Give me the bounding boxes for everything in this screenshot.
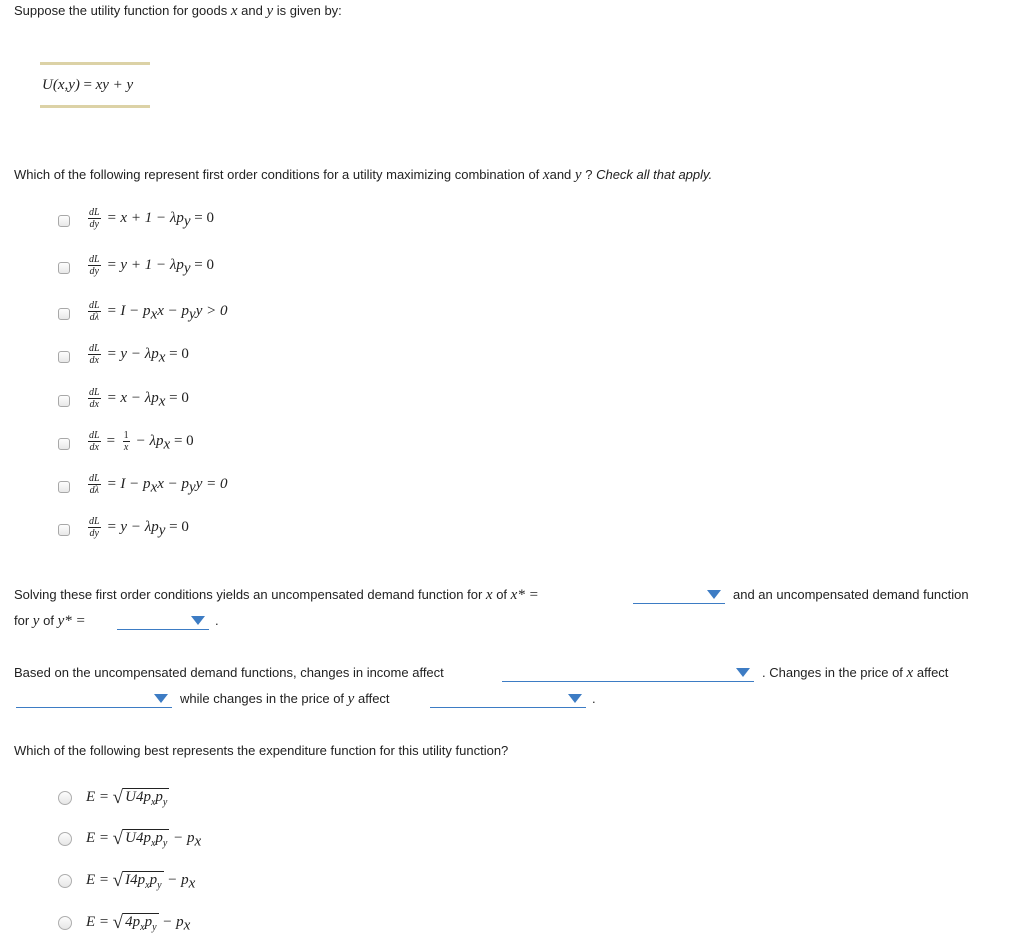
foc-6-frac-den: x [123,442,129,453]
foc-2-sub: y [183,260,191,277]
foc-6-num: dL [89,430,100,441]
exp-2-s2: y [162,838,168,849]
exp-1-radical [123,788,169,808]
exp-3-tail-sub: x [188,875,196,892]
q1-var-y: y [574,167,582,183]
foc-option-3 [88,301,227,324]
expenditure-radio-1[interactable] [58,791,72,805]
utility-bottom-rule [40,105,150,108]
foc-3-sub: x [150,306,158,323]
foc-checkbox-7[interactable] [58,481,70,493]
q3-text3: while changes in the price of [180,691,345,706]
exp-4-radicand: 4p [125,914,141,930]
foc-1-rhs: = x + 1 − λp [106,209,184,226]
foc-option-1 [88,208,214,231]
foc-2-tail: = 0 [190,256,214,273]
utility-equation [42,77,133,94]
utility-top-rule [40,62,150,65]
chevron-down-icon [191,616,205,625]
foc-5-num: dL [89,387,100,398]
foc-5-rhs: = x − λp [106,389,159,406]
q1-hint: Check all that apply. [596,167,713,182]
chevron-down-icon [736,668,750,677]
foc-6-den: dx [89,442,99,453]
exp-1-s2: y [162,797,168,808]
utility-rhs: xy + y [95,77,134,93]
var-x: x [230,3,238,19]
q2-for: for [14,613,30,628]
exp-2-tail: − p [169,830,195,846]
dropdown-px-affect[interactable] [16,691,172,708]
sqrt-icon: √ [112,870,124,891]
exp-3-s1: x [145,880,150,891]
exp-4-lhs: E = [86,914,110,930]
exp-2-lhs: E = [86,830,110,846]
q3-affect: affect [916,665,949,680]
foc-1-sub: y [183,213,191,230]
q1-var-x: x [542,167,550,183]
foc-8-den: dy [89,528,99,539]
foc-checkbox-6[interactable] [58,438,70,450]
foc-6-frac-num: 1 [123,430,129,441]
foc-3-num: dL [89,300,100,311]
foc-5-sub: x [158,393,166,410]
chevron-down-icon [154,694,168,703]
intro-lead: Suppose the utility function for goods [14,3,228,18]
dropdown-py-affect[interactable] [430,691,586,708]
foc-1-num: dL [89,207,100,218]
foc-option-4 [88,344,189,367]
foc-4-den: dx [89,355,99,366]
exp-3-lhs: E = [86,872,110,888]
exp-1-p2: p [155,789,163,805]
exp-1-radicand: U4p [125,789,151,805]
intro-and: and [241,3,263,18]
expenditure-radio-3[interactable] [58,874,72,888]
foc-option-2 [88,255,214,278]
foc-option-7 [88,474,227,497]
intro-tail: is given by: [276,3,342,18]
foc-4-sub: x [158,349,166,366]
q2-var-y: y [32,613,40,629]
foc-3-sub2: y [189,306,196,323]
foc-2-den: dy [89,266,99,277]
foc-8-tail: = 0 [165,518,189,535]
exp-2-radical [123,829,169,849]
exp-3-s2: y [157,880,162,891]
exp-4-tail: − p [158,914,184,930]
exp-2-s1: x [150,838,156,849]
sqrt-icon: √ [112,787,124,808]
dropdown-y-star[interactable] [117,613,209,630]
exp-4-radical [123,913,158,933]
q3-affect2: affect [357,691,390,706]
q4-text: Which of the following best represents the expenditure function for this utility function? [14,743,509,758]
foc-checkbox-1[interactable] [58,215,70,227]
dropdown-income-affect[interactable] [502,665,754,682]
expenditure-option-4 [86,912,190,935]
exp-4-s2: y [152,922,157,933]
foc-7-tail: y = 0 [195,475,228,492]
foc-option-8 [88,517,189,540]
foc-7-den: dλ [89,485,99,496]
q2-xstar: x* = [510,587,539,603]
foc-3-rhs: = I − p [106,302,151,319]
q2-line2 [14,613,86,630]
foc-3-den: dλ [89,312,99,323]
q3-text1: Based on the uncompensated demand functions, changes in income affect [14,665,444,680]
foc-7-sub2: y [189,479,196,496]
sqrt-icon: √ [112,912,124,933]
foc-4-num: dL [89,343,100,354]
exp-2-p2: p [155,830,163,846]
foc-checkbox-3[interactable] [58,308,70,320]
q3-line2 [180,691,390,708]
foc-7-rhs: = I − p [106,475,151,492]
foc-checkbox-8[interactable] [58,524,70,536]
foc-5-den: dx [89,399,99,410]
q2-period: . [215,613,219,628]
expenditure-radio-2[interactable] [58,832,72,846]
exp-3-p2: p [149,872,158,888]
q2-ystar: y* = [57,613,86,629]
exp-1-s1: x [150,797,156,808]
foc-checkbox-2[interactable] [58,262,70,274]
expenditure-option-2 [86,828,201,851]
q2-var-x: x [485,587,493,603]
foc-4-tail: = 0 [165,345,189,362]
foc-1-den: dy [89,219,99,230]
intro-text [14,3,342,20]
q1-and: and [549,167,572,182]
q3-line1-tail [762,665,948,682]
foc-checkbox-5[interactable] [58,395,70,407]
dropdown-x-star[interactable] [633,587,725,604]
q2-of2: of [43,613,54,628]
foc-6-eq: = [106,432,116,449]
expenditure-option-1 [86,787,169,809]
exp-2-radicand: U4p [125,830,151,846]
foc-option-5 [88,388,189,411]
foc-3-mid: x − p [157,302,190,319]
foc-8-num: dL [89,516,100,527]
exp-3-tail: − p [163,872,189,888]
foc-8-sub: y [158,522,166,539]
foc-5-tail: = 0 [165,389,189,406]
sqrt-icon: √ [112,828,124,849]
q2-line1 [14,587,539,604]
exp-3-radical [123,871,163,891]
exp-4-p2: p [144,914,153,930]
foc-option-6 [88,431,194,454]
foc-3-tail: y > 0 [195,302,228,319]
utility-lhs: U(x,y) [42,77,80,93]
foc-7-mid: x − p [157,475,190,492]
chevron-down-icon [568,694,582,703]
expenditure-radio-4[interactable] [58,916,72,930]
exp-3-radicand: I4p [125,872,146,888]
foc-7-sub: x [150,479,158,496]
q1-qmark: ? [585,167,593,182]
exp-4-tail-sub: x [183,917,191,934]
q3-var-x: x [906,665,914,681]
utility-eq: = [83,77,92,93]
foc-4-rhs: = y − λp [106,345,159,362]
q3-var-y: y [347,691,355,707]
foc-1-tail: = 0 [190,209,214,226]
q2-text1: Solving these first order conditions yields an uncompensated demand function for [14,587,483,602]
q3-period: . [592,691,596,706]
foc-checkbox-4[interactable] [58,351,70,363]
q3-text2: . Changes in the price of [762,665,903,680]
expenditure-option-3 [86,870,195,893]
foc-2-rhs: = y + 1 − λp [106,256,184,273]
var-y: y [266,3,274,19]
q2-text2: and an uncompensated demand function [733,587,969,602]
foc-2-num: dL [89,254,100,265]
foc-6-tail: = 0 [170,432,194,449]
exp-2-tail-sub: x [194,833,202,850]
foc-6-mid: − λp [135,432,164,449]
foc-6-sub: x [163,436,171,453]
exp-4-s1: x [140,922,145,933]
foc-8-rhs: = y − λp [106,518,159,535]
chevron-down-icon [707,590,721,599]
exp-1-lhs: E = [86,789,110,805]
q1-text: Which of the following represent first order conditions for a utility maximizing combination of [14,167,540,182]
foc-7-num: dL [89,473,100,484]
q2-of: of [496,587,508,602]
question-foc [14,167,712,184]
